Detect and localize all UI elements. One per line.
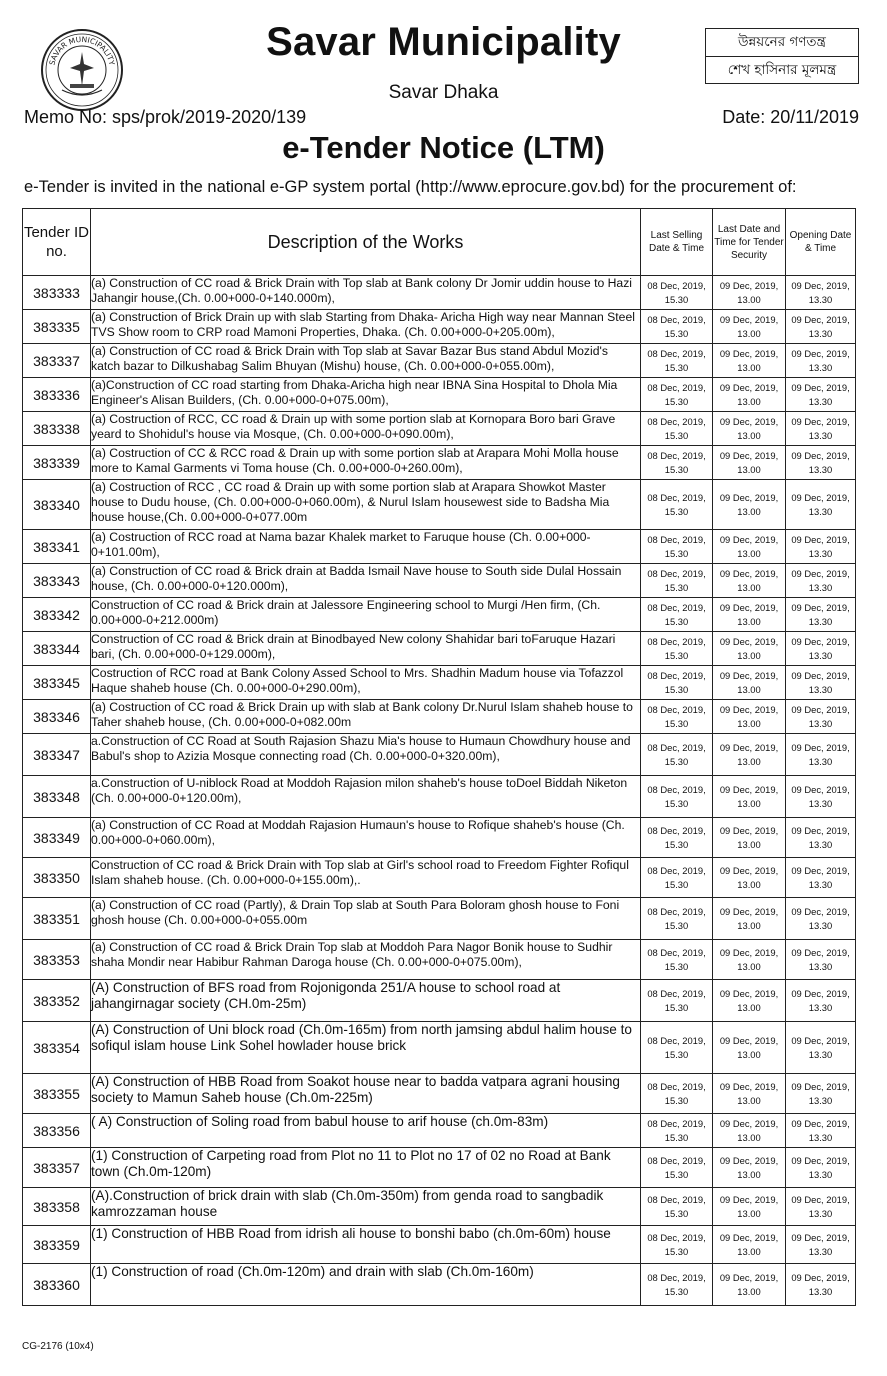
last-selling-cell: 08 Dec, 2019, 15.30 xyxy=(641,980,713,1022)
description-cell: ( A) Construction of Soling road from babul house to arif house (ch.0m-83m) xyxy=(91,1114,641,1148)
opening-cell: 09 Dec, 2019, 13.30 xyxy=(786,378,856,412)
last-selling-cell: 08 Dec, 2019, 15.30 xyxy=(641,700,713,734)
table-row xyxy=(23,446,856,480)
tender-id-cell: 383355 xyxy=(23,1074,91,1114)
opening-cell: 09 Dec, 2019, 13.30 xyxy=(786,598,856,632)
last-selling-cell: 08 Dec, 2019, 15.30 xyxy=(641,940,713,980)
tender-id-cell: 383350 xyxy=(23,858,91,898)
last-selling-cell: 08 Dec, 2019, 15.30 xyxy=(641,564,713,598)
last-selling-cell: 08 Dec, 2019, 15.30 xyxy=(641,344,713,378)
tender-security-cell: 09 Dec, 2019, 13.00 xyxy=(713,310,786,344)
tender-security-cell: 09 Dec, 2019, 13.00 xyxy=(713,776,786,818)
description-cell: (A) Construction of Uni block road (Ch.0m-165m) from north jamsing abdul halim house to sofiqul islam house Link Sohel howlader house brick xyxy=(91,1022,641,1074)
last-selling-cell: 08 Dec, 2019, 15.30 xyxy=(641,530,713,564)
last-selling-cell: 08 Dec, 2019, 15.30 xyxy=(641,598,713,632)
opening-cell: 09 Dec, 2019, 13.30 xyxy=(786,412,856,446)
tender-id-cell: 383346 xyxy=(23,700,91,734)
memo-number: Memo No: sps/prok/2019-2020/139 xyxy=(24,107,307,127)
tender-security-cell: 09 Dec, 2019, 13.00 xyxy=(713,1148,786,1188)
notice-date: Date: 20/11/2019 xyxy=(722,107,859,127)
tender-id-cell: 383360 xyxy=(23,1264,91,1306)
table-row xyxy=(23,276,856,310)
tender-id-cell: 383341 xyxy=(23,530,91,564)
description-cell: (a) Costruction of CC & RCC road & Drain up with some portion slab at Arapara Mohi Molla house more to Kamal Garments vi Toma house (Ch. 0.00+000-0+260.00m), xyxy=(91,446,641,480)
opening-cell: 09 Dec, 2019, 13.30 xyxy=(786,980,856,1022)
tender-security-cell: 09 Dec, 2019, 13.00 xyxy=(713,666,786,700)
table-row xyxy=(23,344,856,378)
last-selling-cell: 08 Dec, 2019, 15.30 xyxy=(641,480,713,530)
table-row xyxy=(23,530,856,564)
tender-id-cell: 383359 xyxy=(23,1226,91,1264)
tender-id-cell: 383339 xyxy=(23,446,91,480)
header-tender-security: Last Date and Time for Tender Security xyxy=(713,209,786,276)
tender-id-cell: 383340 xyxy=(23,480,91,530)
intro-text: e-Tender is invited in the national e-GP system portal (http://www.eprocure.gov.bd) for the procurement of: xyxy=(24,178,797,196)
header-last-selling: Last Selling Date & Time xyxy=(641,209,713,276)
description-cell: (a) Construction of CC road & Brick Drain with Top slab at Bank colony Dr Jomir uddin house to Hazi Jahangir house,(Ch. 0.00+000-0+140.000m), xyxy=(91,276,641,310)
opening-cell: 09 Dec, 2019, 13.30 xyxy=(786,632,856,666)
tender-security-cell: 09 Dec, 2019, 13.00 xyxy=(713,898,786,940)
opening-cell: 09 Dec, 2019, 13.30 xyxy=(786,480,856,530)
opening-cell: 09 Dec, 2019, 13.30 xyxy=(786,310,856,344)
tender-security-cell: 09 Dec, 2019, 13.00 xyxy=(713,734,786,776)
last-selling-cell: 08 Dec, 2019, 15.30 xyxy=(641,1188,713,1226)
tender-id-cell: 383357 xyxy=(23,1148,91,1188)
last-selling-cell: 08 Dec, 2019, 15.30 xyxy=(641,818,713,858)
tender-security-cell: 09 Dec, 2019, 13.00 xyxy=(713,700,786,734)
description-cell: (a) Construction of CC road (Partly), & Drain Top slab at South Para Boloram ghosh house to Foni ghosh house (Ch. 0.00+000-0+055.00m xyxy=(91,898,641,940)
table-row xyxy=(23,734,856,776)
header-opening: Opening Date & Time xyxy=(786,209,856,276)
description-cell: Construction of CC road & Brick drain at Jalessore Engineering school to Murgi /Hen firm, (Ch. 0.00+000-0+212.000m) xyxy=(91,598,641,632)
description-cell: (a) Construction of CC road & Brick Drain Top slab at Moddoh Para Nagor Bonik house to Sudhir shaha Mondir near Habibur Rahman Daroga house (Ch. 0.00+000-0+075.00m), xyxy=(91,940,641,980)
tender-security-cell: 09 Dec, 2019, 13.00 xyxy=(713,1188,786,1226)
tender-security-cell: 09 Dec, 2019, 13.00 xyxy=(713,1264,786,1306)
description-cell: (a) Costruction of CC road & Brick Drain up with slab at Bank colony Dr.Nurul Islam shaheb house to Taher shaheb house, (Ch. 0.00+000-0+082.00m xyxy=(91,700,641,734)
tender-security-cell: 09 Dec, 2019, 13.00 xyxy=(713,818,786,858)
page-title: Savar Municipality xyxy=(266,20,621,64)
opening-cell: 09 Dec, 2019, 13.30 xyxy=(786,276,856,310)
tender-id-cell: 383358 xyxy=(23,1188,91,1226)
table-row xyxy=(23,1022,856,1074)
tender-security-cell: 09 Dec, 2019, 13.00 xyxy=(713,378,786,412)
tender-id-cell: 383348 xyxy=(23,776,91,818)
tender-security-cell: 09 Dec, 2019, 13.00 xyxy=(713,980,786,1022)
last-selling-cell: 08 Dec, 2019, 15.30 xyxy=(641,776,713,818)
tender-security-cell: 09 Dec, 2019, 13.00 xyxy=(713,1022,786,1074)
last-selling-cell: 08 Dec, 2019, 15.30 xyxy=(641,734,713,776)
tender-security-cell: 09 Dec, 2019, 13.00 xyxy=(713,344,786,378)
header-description: Description of the Works xyxy=(91,209,641,276)
description-cell: (a)Construction of CC road starting from Dhaka-Aricha high near IBNA Sina Hospital to Dhola Mia Engineer's Alisan Builders, (Ch. 0.00+000-0+075.00m), xyxy=(91,378,641,412)
tender-id-cell: 383352 xyxy=(23,980,91,1022)
opening-cell: 09 Dec, 2019, 13.30 xyxy=(786,818,856,858)
tender-security-cell: 09 Dec, 2019, 13.00 xyxy=(713,480,786,530)
table-row xyxy=(23,666,856,700)
last-selling-cell: 08 Dec, 2019, 15.30 xyxy=(641,632,713,666)
tender-id-cell: 383356 xyxy=(23,1114,91,1148)
description-cell: (1) Construction of road (Ch.0m-120m) and drain with slab (Ch.0m-160m) xyxy=(91,1264,641,1306)
description-cell: Costruction of RCC road at Bank Colony Assed School to Mrs. Shadhin Madum house via Tofazzol Haque shaheb house (Ch. 0.00+000-0+290.00m), xyxy=(91,666,641,700)
header-tender-id: Tender ID no. xyxy=(23,209,91,276)
description-cell: a.Construction of CC Road at South Rajasion Shazu Mia's house to Humaun Chowdhury house and Babul's shop to Azizia Mosque connecting road (Ch. 0.00+000-0+320.00m), xyxy=(91,734,641,776)
table-row xyxy=(23,700,856,734)
table-row xyxy=(23,1188,856,1226)
table-row xyxy=(23,980,856,1022)
tender-id-cell: 383343 xyxy=(23,564,91,598)
table-row xyxy=(23,598,856,632)
tender-id-cell: 383338 xyxy=(23,412,91,446)
opening-cell: 09 Dec, 2019, 13.30 xyxy=(786,1188,856,1226)
tender-security-cell: 09 Dec, 2019, 13.00 xyxy=(713,632,786,666)
last-selling-cell: 08 Dec, 2019, 15.30 xyxy=(641,898,713,940)
table-row xyxy=(23,898,856,940)
opening-cell: 09 Dec, 2019, 13.30 xyxy=(786,1022,856,1074)
last-selling-cell: 08 Dec, 2019, 15.30 xyxy=(641,446,713,480)
table-row xyxy=(23,1264,856,1306)
last-selling-cell: 08 Dec, 2019, 15.30 xyxy=(641,1148,713,1188)
opening-cell: 09 Dec, 2019, 13.30 xyxy=(786,530,856,564)
table-row xyxy=(23,412,856,446)
table-row xyxy=(23,818,856,858)
notice-title: e-Tender Notice (LTM) xyxy=(282,130,605,165)
tender-security-cell: 09 Dec, 2019, 13.00 xyxy=(713,598,786,632)
description-cell: (a) Construction of Brick Drain up with slab Starting from Dhaka- Aricha High way near Mannan Steel TVS Show room to CRP road Mamoni Properties, Dhaka. (Ch. 0.00+000-0+205.00m), xyxy=(91,310,641,344)
tender-security-cell: 09 Dec, 2019, 13.00 xyxy=(713,1226,786,1264)
tender-id-cell: 383353 xyxy=(23,940,91,980)
tender-security-cell: 09 Dec, 2019, 13.00 xyxy=(713,1074,786,1114)
tender-id-cell: 383335 xyxy=(23,310,91,344)
tender-security-cell: 09 Dec, 2019, 13.00 xyxy=(713,858,786,898)
last-selling-cell: 08 Dec, 2019, 15.30 xyxy=(641,1022,713,1074)
tender-id-cell: 383345 xyxy=(23,666,91,700)
description-cell: Construction of CC road & Brick drain at Binodbayed New colony Shahidar bari toFaruque Hazari bari, (Ch. 0.00+000-0+129.000m), xyxy=(91,632,641,666)
table-row xyxy=(23,632,856,666)
slogan-box xyxy=(705,28,859,84)
opening-cell: 09 Dec, 2019, 13.30 xyxy=(786,898,856,940)
tender-id-cell: 383354 xyxy=(23,1022,91,1074)
opening-cell: 09 Dec, 2019, 13.30 xyxy=(786,700,856,734)
opening-cell: 09 Dec, 2019, 13.30 xyxy=(786,1226,856,1264)
description-cell: (a) Costruction of RCC , CC road & Drain up with some portion slab at Arapara Showkot Master house to Dudu house, (Ch. 0.00+000-0+060.00m), & Nurul Islam housewest side to Badsha Mia house house,(Ch. 0.00+000-0+077.00m xyxy=(91,480,641,530)
table-header-row xyxy=(23,209,856,276)
table-row xyxy=(23,1148,856,1188)
description-cell: (a) Construction of CC Road at Moddah Rajasion Humaun's house to Rofique shaheb's house (Ch. 0.00+000-0+060.00m), xyxy=(91,818,641,858)
slogan-line-1: উন্নয়নের গণতন্ত্র xyxy=(706,29,858,57)
last-selling-cell: 08 Dec, 2019, 15.30 xyxy=(641,378,713,412)
opening-cell: 09 Dec, 2019, 13.30 xyxy=(786,1148,856,1188)
last-selling-cell: 08 Dec, 2019, 15.30 xyxy=(641,1074,713,1114)
slogan-line-2: শেখ হাসিনার মূলমন্ত্র xyxy=(727,62,837,78)
description-cell: (1) Construction of HBB Road from idrish ali house to bonshi babo (ch.0m-60m) house xyxy=(91,1226,641,1264)
tender-id-cell: 383351 xyxy=(23,898,91,940)
page-subtitle: Savar Dhaka xyxy=(388,82,499,103)
seal-text: SAVAR MUNICIPALITY xyxy=(47,34,117,67)
last-selling-cell: 08 Dec, 2019, 15.30 xyxy=(641,858,713,898)
last-selling-cell: 08 Dec, 2019, 15.30 xyxy=(641,276,713,310)
opening-cell: 09 Dec, 2019, 13.30 xyxy=(786,1114,856,1148)
opening-cell: 09 Dec, 2019, 13.30 xyxy=(786,776,856,818)
table-row xyxy=(23,564,856,598)
opening-cell: 09 Dec, 2019, 13.30 xyxy=(786,1264,856,1306)
tender-id-cell: 383342 xyxy=(23,598,91,632)
last-selling-cell: 08 Dec, 2019, 15.30 xyxy=(641,1226,713,1264)
description-cell: (A) Construction of BFS road from Rojonigonda 251/A house to school road at jahangirnagar society (CH.0m-25m) xyxy=(91,980,641,1022)
table-row xyxy=(23,378,856,412)
opening-cell: 09 Dec, 2019, 13.30 xyxy=(786,666,856,700)
opening-cell: 09 Dec, 2019, 13.30 xyxy=(786,564,856,598)
description-cell: Construction of CC road & Brick Drain with Top slab at Girl's school road to Freedom Fighter Rofiqul Islam shaheb house. (Ch. 0.00+000-0+155.00m),. xyxy=(91,858,641,898)
tender-id-cell: 383347 xyxy=(23,734,91,776)
table-row xyxy=(23,858,856,898)
opening-cell: 09 Dec, 2019, 13.30 xyxy=(786,940,856,980)
description-cell: (A) Construction of HBB Road from Soakot house near to badda vatpara agrani housing society to Mamun Saheb house (Ch.0m-225m) xyxy=(91,1074,641,1114)
table-row xyxy=(23,480,856,530)
tender-security-cell: 09 Dec, 2019, 13.00 xyxy=(713,1114,786,1148)
tender-security-cell: 09 Dec, 2019, 13.00 xyxy=(713,276,786,310)
tender-id-cell: 383336 xyxy=(23,378,91,412)
description-cell: (a) Costruction of RCC road at Nama bazar Khalek market to Faruque house (Ch. 0.00+000-0+101.00m), xyxy=(91,530,641,564)
description-cell: (1) Construction of Carpeting road from Plot no 11 to Plot no 17 of 02 no Road at Bank town (Ch.0m-120m) xyxy=(91,1148,641,1188)
tender-table xyxy=(22,208,856,1306)
opening-cell: 09 Dec, 2019, 13.30 xyxy=(786,1074,856,1114)
table-row xyxy=(23,940,856,980)
tender-security-cell: 09 Dec, 2019, 13.00 xyxy=(713,446,786,480)
opening-cell: 09 Dec, 2019, 13.30 xyxy=(786,344,856,378)
footer-code: CG-2176 (10x4) xyxy=(22,1341,94,1352)
last-selling-cell: 08 Dec, 2019, 15.30 xyxy=(641,666,713,700)
table-row xyxy=(23,310,856,344)
tender-table-body xyxy=(23,276,856,1306)
table-row xyxy=(23,1074,856,1114)
tender-id-cell: 383349 xyxy=(23,818,91,858)
last-selling-cell: 08 Dec, 2019, 15.30 xyxy=(641,1114,713,1148)
description-cell: a.Construction of U-niblock Road at Moddoh Rajasion milon shaheb's house toDoel Biddah Niketon (Ch. 0.00+000-0+120.00m), xyxy=(91,776,641,818)
last-selling-cell: 08 Dec, 2019, 15.30 xyxy=(641,1264,713,1306)
table-row xyxy=(23,1114,856,1148)
description-cell: (a) Costruction of RCC, CC road & Drain up with some portion slab at Kornopara Boro bari Grave yeard to Shohidul's house via Mosque, (Ch. 0.00+000-0+090.00m), xyxy=(91,412,641,446)
table-row xyxy=(23,776,856,818)
opening-cell: 09 Dec, 2019, 13.30 xyxy=(786,858,856,898)
description-cell: (a) Construction of CC road & Brick drain at Badda Ismail Nave house to South side Dulal Hossain house, (Ch. 0.00+000-0+120.000m), xyxy=(91,564,641,598)
table-row xyxy=(23,1226,856,1264)
last-selling-cell: 08 Dec, 2019, 15.30 xyxy=(641,412,713,446)
tender-id-cell: 383344 xyxy=(23,632,91,666)
tender-id-cell: 383337 xyxy=(23,344,91,378)
tender-security-cell: 09 Dec, 2019, 13.00 xyxy=(713,564,786,598)
description-cell: (A).Construction of brick drain with slab (Ch.0m-350m) from genda road to sangbadik kamrozzaman house xyxy=(91,1188,641,1226)
last-selling-cell: 08 Dec, 2019, 15.30 xyxy=(641,310,713,344)
opening-cell: 09 Dec, 2019, 13.30 xyxy=(786,734,856,776)
tender-security-cell: 09 Dec, 2019, 13.00 xyxy=(713,412,786,446)
tender-security-cell: 09 Dec, 2019, 13.00 xyxy=(713,530,786,564)
tender-security-cell: 09 Dec, 2019, 13.00 xyxy=(713,940,786,980)
description-cell: (a) Construction of CC road & Brick Drain with Top slab at Savar Bazar Bus stand Abdul Mozid's katch bazar to Dilkushabag Salim Bhuyan (Mishu) house, (Ch. 0.00+000-0+055.00m), xyxy=(91,344,641,378)
tender-id-cell: 383333 xyxy=(23,276,91,310)
opening-cell: 09 Dec, 2019, 13.30 xyxy=(786,446,856,480)
